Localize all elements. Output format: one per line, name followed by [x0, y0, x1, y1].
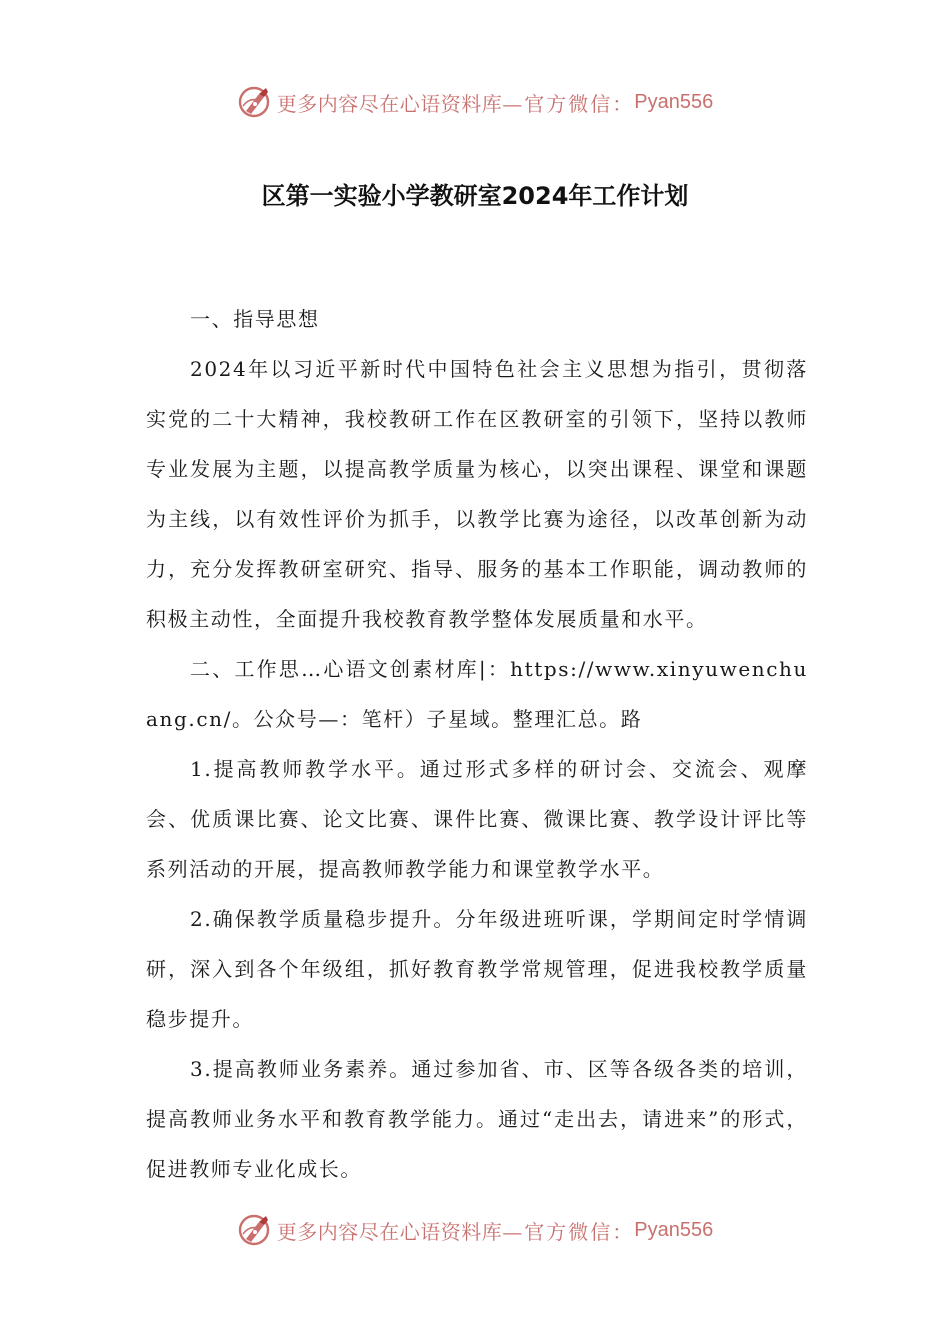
paragraph-item-3: 3.提高教师业务素养。通过参加省、市、区等各级各类的培训，提高教师业务水平和教育教学能力。通过“走出去，请进来”的形式，促进教师专业化成长。 — [146, 1057, 808, 1181]
document-title: 区第一实验小学教研室2024年工作计划 — [261, 182, 689, 210]
section-heading-work-ideas: 二、工作思…心语文创素材库|：https://www.xinyuwenchuang.cn/。公众号—：笔杆）子星域。整理汇总。路 — [146, 657, 808, 731]
watermark-text-main: 更多内容尽在心语资料库 — [276, 91, 503, 116]
section-heading-guiding-ideology: 一、指导思想 — [190, 307, 320, 331]
watermark-banner-bottom — [0, 1210, 950, 1250]
paragraph-item-2: 2.确保教学质量稳步提升。分年级进班听课，学期间定时学情调研，深入到各个年级组，抓好教育教学常规管理，促进我校教学质量稳步提升。 — [146, 907, 808, 1031]
paragraph-item-1: 1.提高教师教学水平。通过形式多样的研讨会、交流会、观摩会、优质课比赛、论文比赛、课件比赛、微课比赛、教学设计评比等系列活动的开展，提高教师教学能力和课堂教学水平。 — [146, 757, 808, 881]
watermark-text-wechat-id: Pyan556 — [634, 1218, 714, 1241]
watermark-text-wechat-label: —官方微信： — [502, 1219, 635, 1244]
document-body — [146, 294, 808, 1194]
pen-nib-logo-icon — [237, 84, 273, 120]
watermark-text-wechat-label: —官方微信： — [502, 91, 635, 116]
watermark-banner-top — [0, 82, 950, 122]
watermark-text-main: 更多内容尽在心语资料库 — [276, 1219, 503, 1244]
pen-nib-logo-icon — [237, 1212, 273, 1248]
paragraph-guiding-ideology: 2024年以习近平新时代中国特色社会主义思想为指引，贯彻落实党的二十大精神，我校教研工作在区教研室的引领下，坚持以教师专业发展为主题，以提高教学质量为核心，以突出课程、课堂和课题为主线，以有效性评价为抓手，以教学比赛为途径，以改革创新为动力，充分发挥教研室研究、指导、服务的基本工作职能，调动教师的积极主动性，全面提升我校教育教学整体发展质量和水平。 — [146, 357, 808, 631]
watermark-text-wechat-id: Pyan556 — [634, 90, 714, 113]
